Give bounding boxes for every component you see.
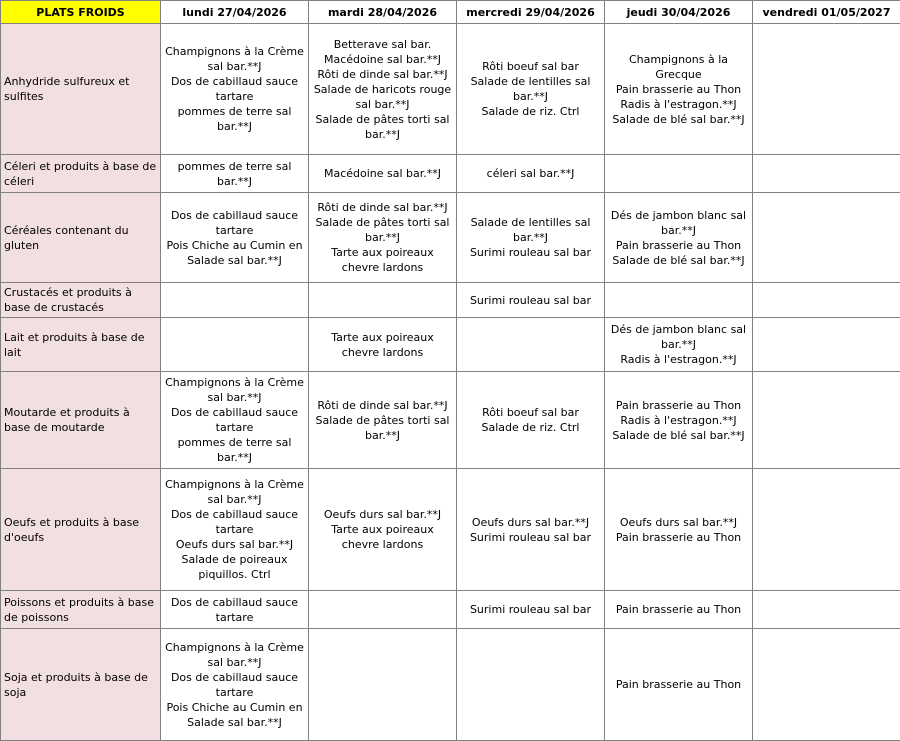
- dish-line: Macédoine sal bar.**J: [312, 52, 453, 67]
- dish-line: Champignons à la Crème sal bar.**J: [164, 477, 305, 507]
- dish-line: Radis à l'estragon.**J: [608, 352, 749, 367]
- dish-line: Salade de blé sal bar.**J: [608, 112, 749, 127]
- table-row: [1, 629, 900, 741]
- dish-cell-jeudi: [605, 283, 753, 318]
- dish-cell-mercredi: [457, 283, 605, 318]
- header-row: [1, 1, 900, 24]
- table-row: [1, 193, 900, 283]
- column-header-mardi: mardi 28/04/2026: [309, 1, 457, 24]
- dish-cell-lundi: [161, 193, 309, 283]
- dish-cell-lundi: [161, 469, 309, 591]
- dish-cell-vendredi: [753, 283, 900, 318]
- dish-cell-jeudi: [605, 372, 753, 469]
- dish-line: Champignons à la Crème sal bar.**J: [164, 44, 305, 74]
- dish-cell-lundi: [161, 24, 309, 155]
- dish-cell-vendredi: [753, 193, 900, 283]
- dish-line: Salade de lentilles sal bar.**J: [460, 74, 601, 104]
- dish-cell-vendredi: [753, 469, 900, 591]
- table-header: [1, 1, 900, 24]
- dish-line: Salade de blé sal bar.**J: [608, 253, 749, 268]
- dish-line: Salade de pâtes torti sal bar.**J: [312, 215, 453, 245]
- dish-line: Betterave sal bar.: [312, 37, 453, 52]
- dish-line: Radis à l'estragon.**J: [608, 97, 749, 112]
- dish-line: Surimi rouleau sal bar: [460, 602, 601, 617]
- dish-cell-jeudi: [605, 193, 753, 283]
- dish-line: Salade de poireaux piquillos. Ctrl: [164, 552, 305, 582]
- dish-cell-mardi: [309, 372, 457, 469]
- dish-line: Dos de cabillaud sauce tartare: [164, 405, 305, 435]
- dish-cell-mercredi: [457, 591, 605, 629]
- allergen-label: Crustacés et produits à base de crustacés: [1, 283, 161, 318]
- dish-line: Salade de riz. Ctrl: [460, 104, 601, 119]
- table-row: [1, 155, 900, 193]
- dish-line: Oeufs durs sal bar.**J: [164, 537, 305, 552]
- dish-cell-jeudi: [605, 629, 753, 741]
- column-header-vendredi: vendredi 01/05/2027: [753, 1, 900, 24]
- dish-line: Dos de cabillaud sauce tartare: [164, 507, 305, 537]
- table-row: [1, 318, 900, 372]
- dish-cell-mardi: [309, 283, 457, 318]
- dish-line: Rôti de dinde sal bar.**J: [312, 398, 453, 413]
- dish-line: pommes de terre sal bar.**J: [164, 435, 305, 465]
- column-header-lundi: lundi 27/04/2026: [161, 1, 309, 24]
- dish-line: Tarte aux poireaux chevre lardons: [312, 245, 453, 275]
- table-body: [1, 24, 900, 741]
- dish-line: Dos de cabillaud sauce tartare: [164, 595, 305, 625]
- dish-line: Pain brasserie au Thon: [608, 530, 749, 545]
- allergen-label: Poissons et produits à base de poissons: [1, 591, 161, 629]
- dish-cell-lundi: [161, 591, 309, 629]
- dish-cell-vendredi: [753, 372, 900, 469]
- dish-cell-vendredi: [753, 318, 900, 372]
- dish-line: Salade de pâtes torti sal bar.**J: [312, 112, 453, 142]
- allergen-label: Soja et produits à base de soja: [1, 629, 161, 741]
- dish-cell-lundi: [161, 155, 309, 193]
- dish-line: Surimi rouleau sal bar: [460, 530, 601, 545]
- table-row: [1, 469, 900, 591]
- dish-cell-vendredi: [753, 24, 900, 155]
- table-row: [1, 372, 900, 469]
- dish-line: Dos de cabillaud sauce tartare: [164, 208, 305, 238]
- allergen-label: Oeufs et produits à base d'oeufs: [1, 469, 161, 591]
- dish-line: Pain brasserie au Thon: [608, 238, 749, 253]
- table-row: [1, 24, 900, 155]
- dish-line: Pain brasserie au Thon: [608, 82, 749, 97]
- dish-line: Tarte aux poireaux chevre lardons: [312, 330, 453, 360]
- dish-line: pommes de terre sal bar.**J: [164, 104, 305, 134]
- table-row: [1, 591, 900, 629]
- dish-line: Rôti boeuf sal bar: [460, 59, 601, 74]
- dish-cell-mardi: [309, 193, 457, 283]
- dish-line: Salade de riz. Ctrl: [460, 420, 601, 435]
- dish-line: pommes de terre sal bar.**J: [164, 159, 305, 189]
- dish-cell-mardi: [309, 629, 457, 741]
- dish-line: céleri sal bar.**J: [460, 166, 601, 181]
- dish-cell-mardi: [309, 469, 457, 591]
- dish-cell-jeudi: [605, 318, 753, 372]
- dish-cell-vendredi: [753, 629, 900, 741]
- dish-cell-mercredi: [457, 629, 605, 741]
- dish-line: Champignons à la Crème sal bar.**J: [164, 640, 305, 670]
- dish-cell-vendredi: [753, 155, 900, 193]
- dish-line: Oeufs durs sal bar.**J: [460, 515, 601, 530]
- dish-cell-lundi: [161, 283, 309, 318]
- dish-line: Tarte aux poireaux chevre lardons: [312, 522, 453, 552]
- table-title: PLATS FROIDS: [1, 1, 161, 24]
- allergen-label: Céréales contenant du gluten: [1, 193, 161, 283]
- allergen-label: Anhydride sulfureux et sulfites: [1, 24, 161, 155]
- dish-cell-mercredi: [457, 193, 605, 283]
- dish-cell-mardi: [309, 155, 457, 193]
- dish-line: Champignons à la Grecque: [608, 52, 749, 82]
- dish-line: Rôti boeuf sal bar: [460, 405, 601, 420]
- dish-cell-mercredi: [457, 24, 605, 155]
- dish-cell-mercredi: [457, 469, 605, 591]
- dish-line: Pain brasserie au Thon: [608, 398, 749, 413]
- dish-cell-jeudi: [605, 591, 753, 629]
- dish-line: Surimi rouleau sal bar: [460, 245, 601, 260]
- dish-cell-mercredi: [457, 318, 605, 372]
- table-row: [1, 283, 900, 318]
- dish-cell-lundi: [161, 372, 309, 469]
- dish-cell-lundi: [161, 629, 309, 741]
- dish-line: Macédoine sal bar.**J: [312, 166, 453, 181]
- dish-cell-mardi: [309, 318, 457, 372]
- dish-line: Salade de haricots rouge sal bar.**J: [312, 82, 453, 112]
- dish-line: Radis à l'estragon.**J: [608, 413, 749, 428]
- dish-line: Dos de cabillaud sauce tartare: [164, 74, 305, 104]
- dish-cell-jeudi: [605, 469, 753, 591]
- dish-cell-lundi: [161, 318, 309, 372]
- dish-line: Pain brasserie au Thon: [608, 677, 749, 692]
- dish-cell-jeudi: [605, 24, 753, 155]
- dish-line: Pois Chiche au Cumin en Salade sal bar.**J: [164, 238, 305, 268]
- dish-line: Salade de blé sal bar.**J: [608, 428, 749, 443]
- dish-cell-mardi: [309, 24, 457, 155]
- dish-line: Pain brasserie au Thon: [608, 602, 749, 617]
- allergen-label: Céleri et produits à base de céleri: [1, 155, 161, 193]
- dish-line: Salade de lentilles sal bar.**J: [460, 215, 601, 245]
- dish-cell-vendredi: [753, 591, 900, 629]
- dish-cell-jeudi: [605, 155, 753, 193]
- dish-line: Rôti de dinde sal bar.**J: [312, 67, 453, 82]
- dish-line: Dés de jambon blanc sal bar.**J: [608, 208, 749, 238]
- dish-line: Pois Chiche au Cumin en Salade sal bar.**J: [164, 700, 305, 730]
- dish-line: Rôti de dinde sal bar.**J: [312, 200, 453, 215]
- allergen-label: Moutarde et produits à base de moutarde: [1, 372, 161, 469]
- dish-line: Dos de cabillaud sauce tartare: [164, 670, 305, 700]
- dish-cell-mardi: [309, 591, 457, 629]
- column-header-mercredi: mercredi 29/04/2026: [457, 1, 605, 24]
- dish-cell-mercredi: [457, 372, 605, 469]
- dish-cell-mercredi: [457, 155, 605, 193]
- dish-line: Dés de jambon blanc sal bar.**J: [608, 322, 749, 352]
- column-header-jeudi: jeudi 30/04/2026: [605, 1, 753, 24]
- dish-line: Surimi rouleau sal bar: [460, 293, 601, 308]
- allergen-label: Lait et produits à base de lait: [1, 318, 161, 372]
- dish-line: Oeufs durs sal bar.**J: [608, 515, 749, 530]
- dish-line: Champignons à la Crème sal bar.**J: [164, 375, 305, 405]
- dish-line: Oeufs durs sal bar.**J: [312, 507, 453, 522]
- dish-line: Salade de pâtes torti sal bar.**J: [312, 413, 453, 443]
